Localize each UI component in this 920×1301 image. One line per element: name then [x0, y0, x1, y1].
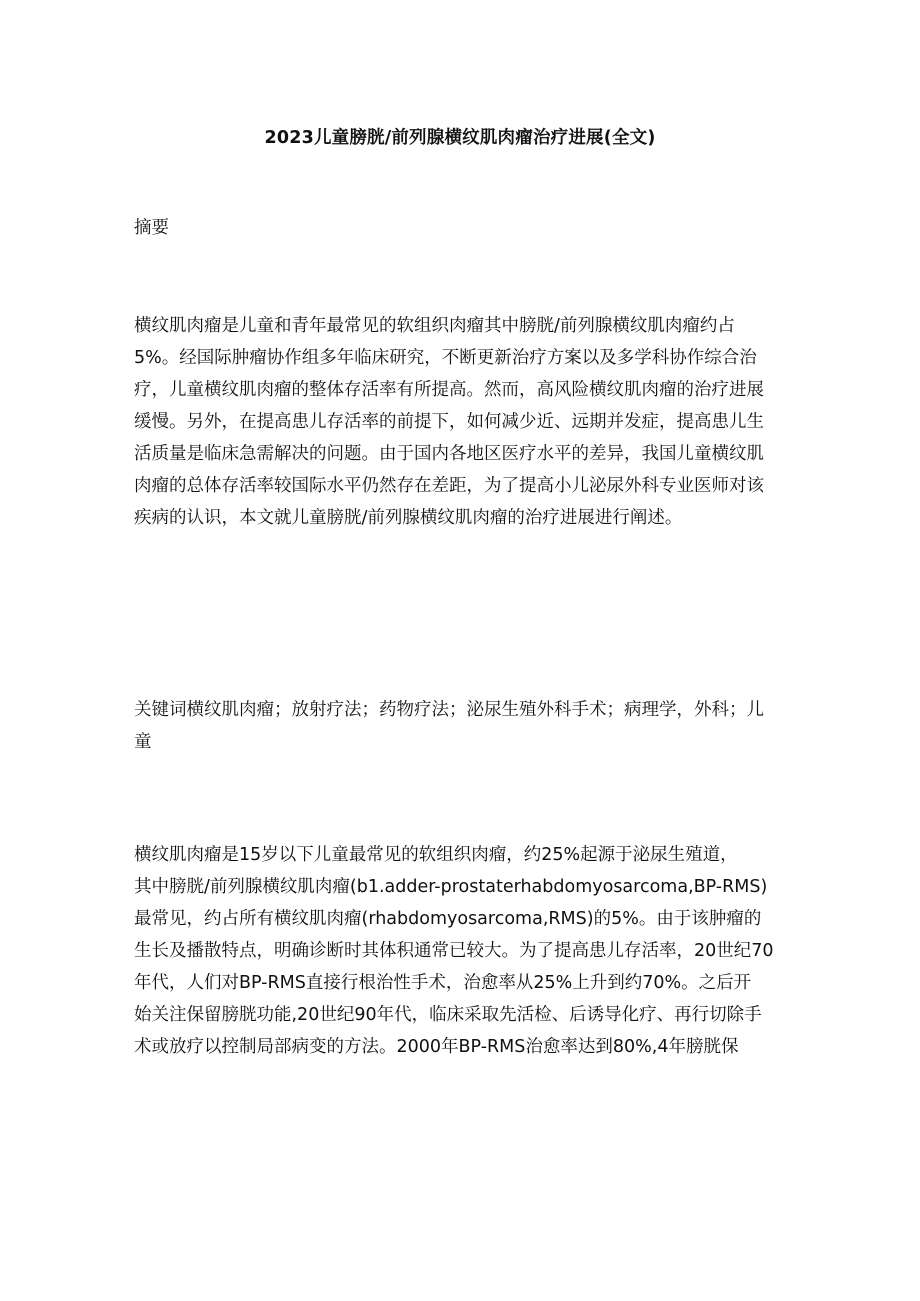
intro-line: 术或放疗以控制局部病变的方法。2000年BP-RMS治愈率达到80%,4年膀胱保	[134, 1037, 739, 1057]
intro-line: 始关注保留膀胱功能,20世纪90年代，临床采取先活检、后诱导化疗、再行切除手	[134, 1005, 762, 1025]
intro-line: 其中膀胱/前列腺横纹肌肉瘤(b1.adder-prostaterhabdomyosarcoma,BP-RMS)	[134, 877, 768, 897]
abstract-paragraph	[134, 314, 798, 538]
abstract-line: 疗，儿童横纹肌肉瘤的整体存活率有所提高。然而，高风险横纹肌肉瘤的治疗进展	[134, 380, 764, 401]
intro-line: 年代，人们对BP-RMS直接行根治性手术，治愈率从25%上升到约70%。之后开	[134, 973, 752, 993]
intro-line: 横纹肌肉瘤是15岁以下儿童最常见的软组织肉瘤，约25%起源于泌尿生殖道，	[134, 845, 738, 865]
abstract-line: 5%。经国际肿瘤协作组多年临床研究，不断更新治疗方案以及多学科协作综合治	[134, 348, 757, 369]
keywords-line: 关键词横纹肌肉瘤；放射疗法；药物疗法；泌尿生殖外科手术；病理学，外科；儿	[134, 700, 764, 720]
intro-line: 最常见，约占所有横纹肌肉瘤(rhabdomyosarcoma,RMS)的5%。由于该肿瘤的	[134, 909, 762, 929]
abstract-line: 缓慢。另外，在提高患儿存活率的前提下，如何减少近、远期并发症，提高患儿生	[134, 412, 764, 433]
keywords-paragraph	[134, 698, 798, 763]
intro-line: 生长及播散特点，明确诊断时其体积通常已较大。为了提高患儿存活率，20世纪70	[134, 941, 774, 961]
abstract-line: 横纹肌肉瘤是儿童和青年最常见的软组织肉瘤其中膀胱/前列腺横纹肌肉瘤约占	[134, 316, 735, 336]
abstract-heading: 摘要	[134, 218, 169, 238]
abstract-line: 疾病的认识，本文就儿童膀胱/前列腺横纹肌肉瘤的治疗进展进行阐述。	[134, 508, 683, 529]
abstract-line: 活质量是临床急需解决的问题。由于国内各地区医疗水平的差异，我国儿童横纹肌	[134, 444, 764, 465]
document-title: 2023儿童膀胱/前列腺横纹肌肉瘤治疗进展(全文)	[264, 128, 656, 148]
abstract-line: 肉瘤的总体存活率较国际水平仍然存在差距，为了提高小儿泌尿外科专业医师对该	[134, 476, 764, 497]
intro-paragraph	[134, 843, 798, 1067]
keywords-line: 童	[134, 732, 152, 753]
